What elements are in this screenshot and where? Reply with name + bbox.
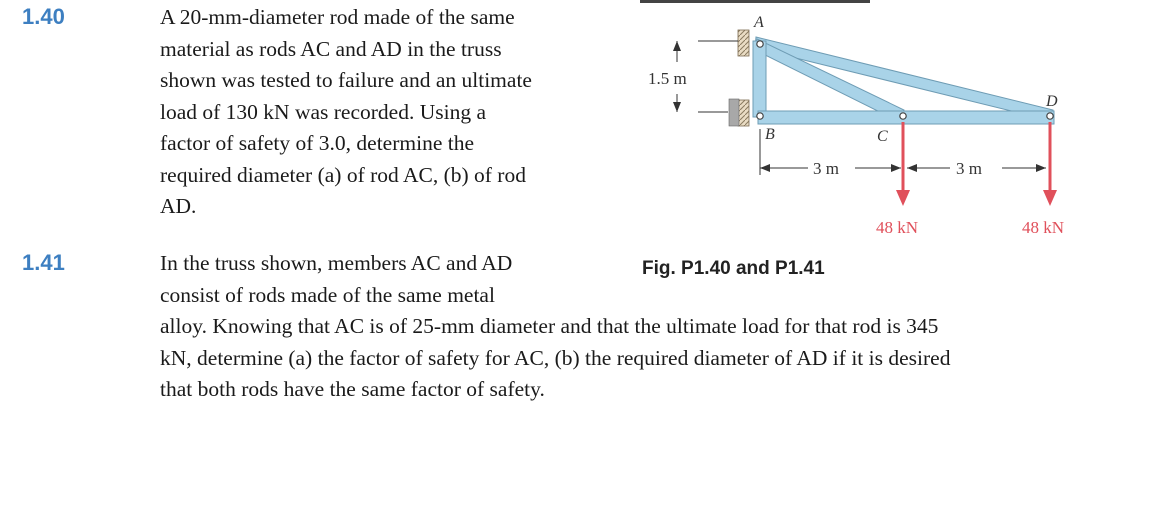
cut-off-edge: [640, 0, 870, 3]
height-label: 1.5 m: [648, 69, 687, 88]
node-label-c: C: [877, 128, 888, 145]
problem-1-41-line: that both rods have the same factor of safety.: [160, 377, 545, 401]
span-left-arrow-right: [891, 164, 901, 172]
span-left-arrow-left: [760, 164, 770, 172]
load-arrow-c-head: [896, 190, 910, 206]
height-arrow-down: [673, 102, 681, 112]
problem-1-41-line: alloy. Knowing that AC is of 25-mm diameter and that the ultimate load for that rod is 345: [160, 314, 939, 338]
problem-1-41-text: [160, 248, 950, 406]
load-label-c: 48 kN: [876, 218, 919, 237]
span-right-arrow-right: [1036, 164, 1046, 172]
pin-a: [757, 41, 763, 47]
problem-1-40-line: shown was tested to failure and an ultimate: [160, 68, 532, 92]
pin-d: [1047, 113, 1053, 119]
problem-number-1-40: 1.40: [22, 4, 65, 29]
height-arrow-up: [673, 41, 681, 51]
roller-support: [729, 99, 739, 126]
problem-1-40-line: load of 130 kN was recorded. Using a: [160, 99, 486, 124]
truss-figure: [630, 0, 1100, 250]
problem-1-40-text: [160, 2, 532, 223]
node-label-d: D: [1046, 93, 1058, 110]
problem-1-40-line: required diameter (a) of rod AC, (b) of rod: [160, 162, 526, 187]
pin-b: [757, 113, 763, 119]
figure-caption: Fig. P1.40 and P1.41: [642, 258, 825, 279]
load-label-d: 48 kN: [1022, 218, 1065, 237]
node-label-a: A: [754, 14, 764, 31]
span-right-label: 3 m: [956, 159, 982, 178]
problem-1-41-line: consist of rods made of the same metal: [160, 282, 495, 307]
node-label-b: B: [765, 126, 775, 143]
pin-c: [900, 113, 906, 119]
problem-1-40-line: A 20-mm-diameter rod made of the same: [160, 5, 515, 29]
member-ab: [753, 41, 766, 117]
member-ad: [755, 37, 1053, 121]
problem-number-1-41: 1.41: [22, 250, 65, 275]
problem-1-40-line: AD.: [160, 194, 197, 218]
span-right-arrow-left: [907, 164, 917, 172]
wall-support-top: [738, 30, 749, 56]
problem-1-40-line: material as rods AC and AD in the truss: [160, 36, 502, 61]
problem-1-40-line: factor of safety of 3.0, determine the: [160, 131, 475, 155]
problem-1-41-line: In the truss shown, members AC and AD: [160, 251, 513, 275]
problem-1-41-line: kN, determine (a) the factor of safety for AC, (b) the required diameter of AD if it is desired: [160, 345, 951, 370]
load-arrow-d-head: [1043, 190, 1057, 206]
wall-support-bottom: [738, 100, 749, 126]
span-left-label: 3 m: [813, 159, 839, 178]
member-ac: [753, 39, 904, 122]
